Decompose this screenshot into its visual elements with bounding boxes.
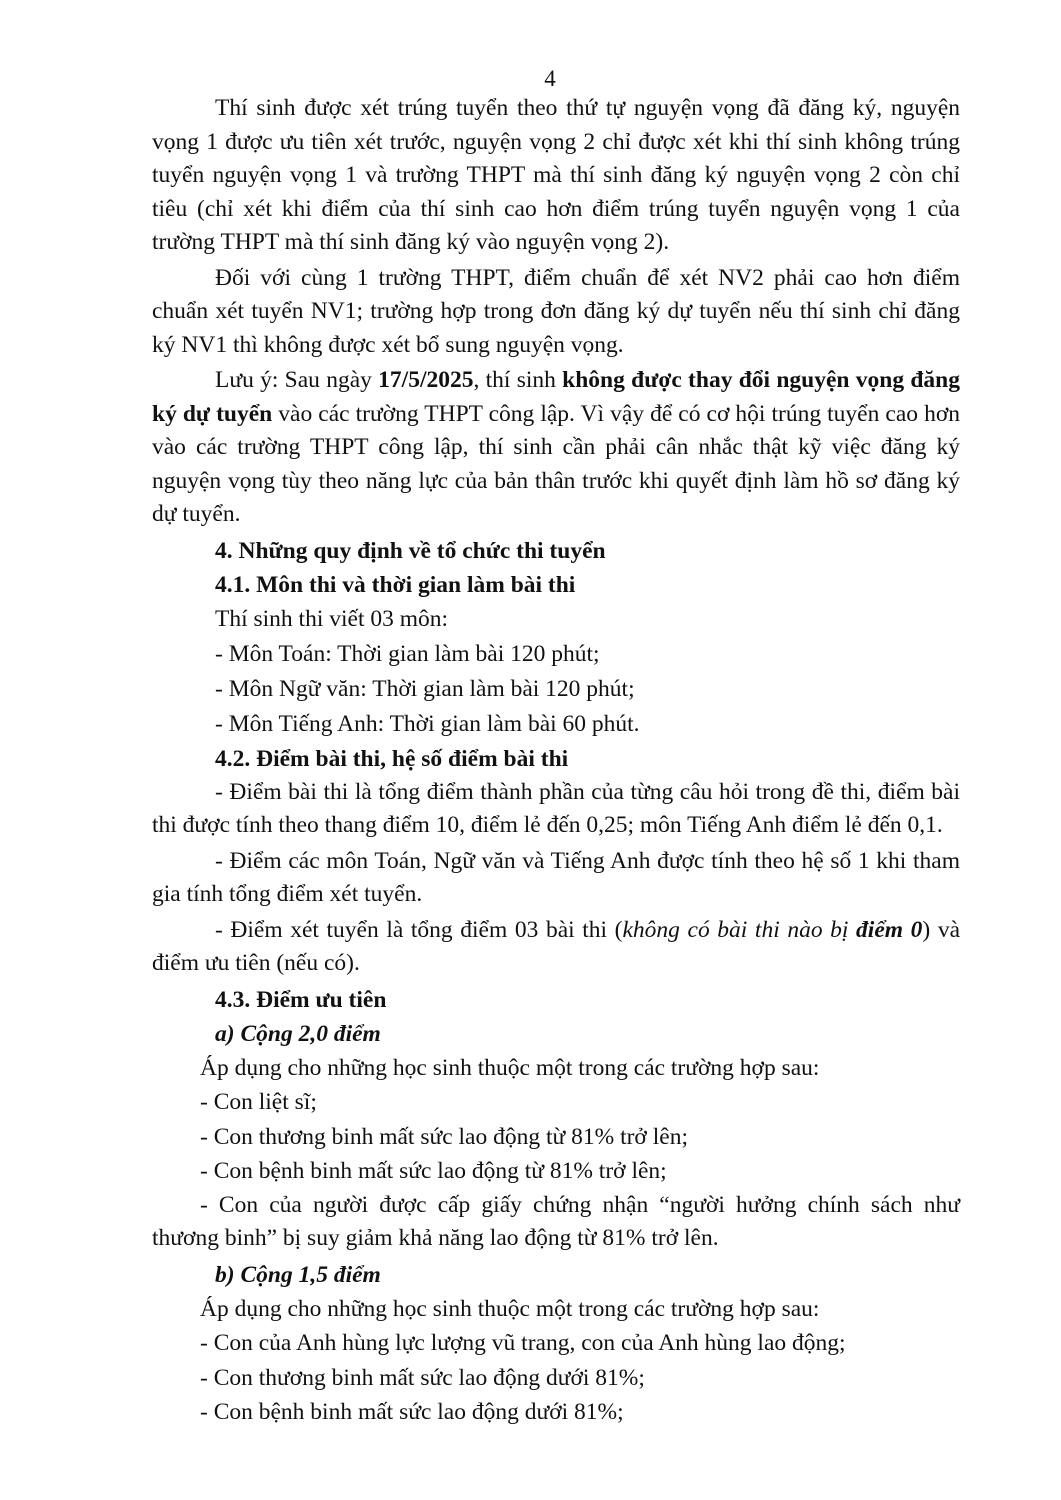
list-item: - Con thương binh mất sức lao động dưới 81%; [200, 1364, 645, 1391]
total-score-lead: - Điểm xét tuyển là tổng điểm 03 bài thi ( [215, 916, 623, 943]
list-item: - Môn Tiếng Anh: Thời gian làm bài 60 phút. [215, 710, 640, 737]
note-emphasis: không được thay đổi nguyện vọng đăng ký dự tuyển [152, 367, 960, 427]
page-number: 4 [544, 66, 556, 91]
priority-a-last-item: - Con của người được cấp giấy chứng nhận “người hưởng chính sách như thương binh” bị suy giảm khả năng lao động từ 81% trở lên. [152, 1191, 960, 1251]
paragraph-coefficient: - Điểm các môn Toán, Ngữ văn và Tiếng Anh được tính theo hệ số 1 khi tham gia tính tổng điểm xét tuyển. [152, 847, 960, 907]
note-rest: vào các trường THPT công lập. Vì vậy để có cơ hội trúng tuyển cao hơn vào các trường THPT công lập, thí sinh cần phải cân nhắc thật kỹ việc đăng ký nguyện vọng tùy theo năng lực của bản thân trước khi quyết định làm hồ sơ đăng ký dự tuyển. [152, 400, 960, 527]
note-lead: Lưu ý: Sau ngày [215, 367, 379, 393]
total-score-rest: và điểm ưu tiên (nếu có). [152, 916, 960, 976]
paragraph-total-score [152, 914, 960, 981]
total-score-close: ) [922, 916, 931, 943]
paragraph-admission-order: Thí sinh được xét trúng tuyển theo thứ tự nguyện vọng đã đăng ký, nguyện vọng 1 được ưu tiên xét trước, nguyện vọng 2 chỉ được xét khi thí sinh không trúng tuyển nguyện vọng 1 và trường THPT mà thí sinh đăng ký nguyện vọng 2 còn chỉ tiêu (chỉ xét khi điểm của thí sinh cao hơn điểm trúng tuyển nguyện vọng 1 của trường THPT mà thí sinh đăng ký vào nguyện vọng 2). [152, 95, 960, 255]
priority-a-heading: a) Cộng 2,0 điểm [215, 1020, 381, 1047]
list-item: - Con thương binh mất sức lao động từ 81% trở lên; [200, 1123, 688, 1150]
note-date: 17/5/2025 [378, 367, 474, 393]
list-item: - Môn Ngữ văn: Thời gian làm bài 120 phút; [215, 675, 635, 702]
paragraph-score-scale: - Điểm bài thi là tổng điểm thành phần của từng câu hỏi trong đề thi, điểm bài thi được tính theo thang điểm 10, điểm lẻ đến 0,25; môn Tiếng Anh điểm lẻ đến 0,1. [152, 778, 960, 838]
list-item: - Con liệt sĩ; [200, 1089, 317, 1115]
section-4-3-heading: 4.3. Điểm ưu tiên [215, 986, 387, 1013]
total-score-italic: không có bài thi nào bị [622, 916, 857, 943]
document-body [152, 92, 960, 1430]
note-mid: , thí sinh [473, 367, 563, 393]
priority-a-intro: Áp dụng cho những học sinh thuộc một trong các trường hợp sau: [200, 1054, 820, 1081]
priority-b-intro: Áp dụng cho những học sinh thuộc một trong các trường hợp sau: [200, 1295, 820, 1322]
total-score-zero: điểm 0 [856, 916, 923, 943]
list-item: - Môn Toán: Thời gian làm bài 120 phút; [215, 640, 600, 667]
paragraph-nv2-score: Đối với cùng 1 trường THPT, điểm chuẩn để xét NV2 phải cao hơn điểm chuẩn xét tuyển NV1; trường hợp trong đơn đăng ký dự tuyển nếu thí sinh chỉ đăng ký NV1 thì không được xét bổ sung nguyện vọng. [152, 264, 960, 358]
section-4-2-heading: 4.2. Điểm bài thi, hệ số điểm bài thi [215, 745, 569, 772]
section-4-1-heading: 4.1. Môn thi và thời gian làm bài thi [215, 571, 576, 598]
section-4-heading: 4. Những quy định về tổ chức thi tuyển [215, 537, 606, 564]
list-item: - Con bệnh binh mất sức lao động từ 81% trở lên; [200, 1158, 667, 1184]
section-4-1-intro: Thí sinh thi viết 03 môn: [215, 605, 449, 632]
paragraph-note [152, 364, 960, 532]
list-item: - Con của Anh hùng lực lượng vũ trang, con của Anh hùng lao động; [200, 1330, 846, 1356]
priority-b-heading: b) Cộng 1,5 điểm [215, 1261, 381, 1288]
list-item: - Con bệnh binh mất sức lao động dưới 81%; [200, 1399, 624, 1425]
